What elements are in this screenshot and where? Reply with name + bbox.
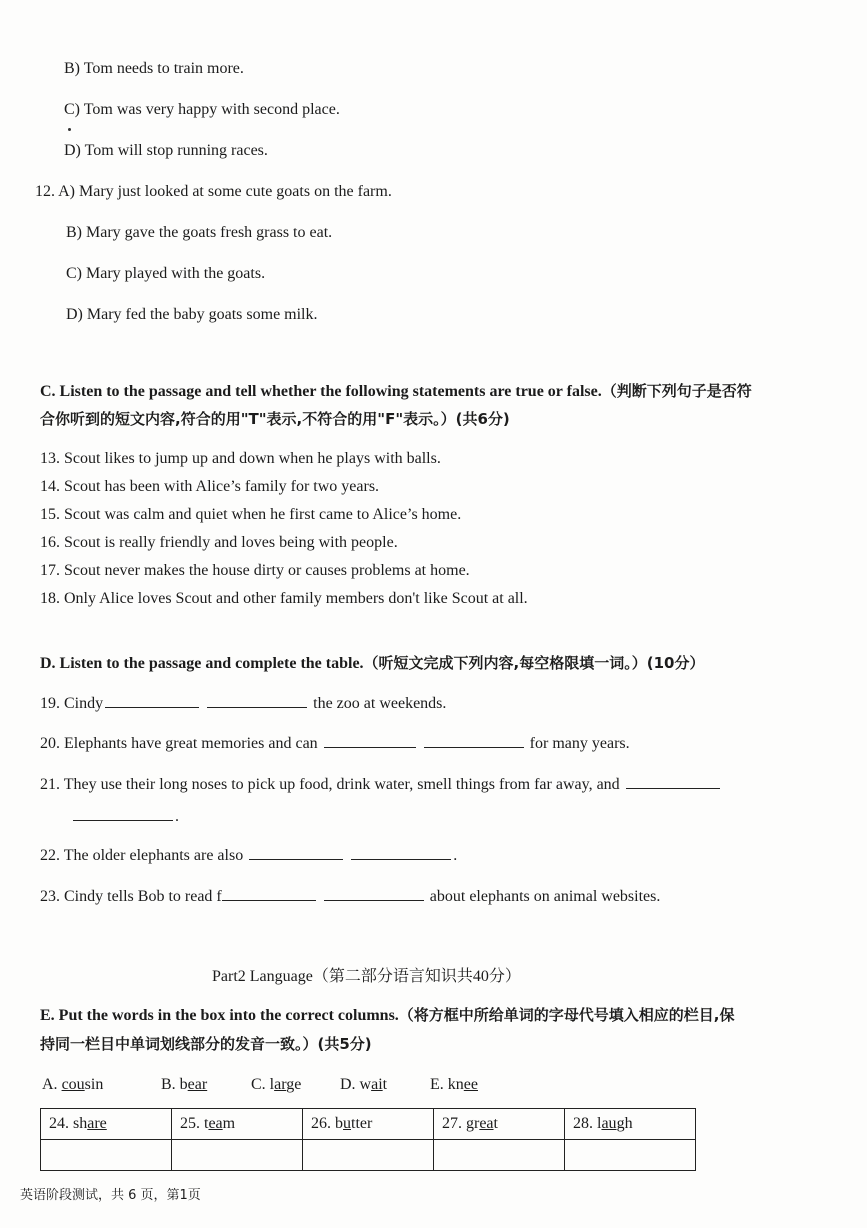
word-c-post: ge: [286, 1076, 302, 1093]
statement-15: 15. Scout was calm and quiet when he first came to Alice’s home.: [40, 506, 462, 523]
statement-13: 13. Scout likes to jump up and down when he plays with balls.: [40, 450, 441, 467]
answer-cell-25[interactable]: [172, 1140, 303, 1171]
part2-title: Part2 Language（第二部分语言知识共40分）: [212, 968, 521, 985]
q22-blank-1[interactable]: [249, 845, 343, 860]
q21-blank-1[interactable]: [626, 774, 720, 789]
word-a-underlined: cou: [61, 1076, 85, 1093]
q20-text: 20. Elephants have great memories and can: [40, 735, 318, 752]
q19-blank-2[interactable]: [207, 693, 307, 708]
q23-text: 23. Cindy tells Bob to read f: [40, 888, 222, 905]
word-option-b: [161, 1076, 207, 1094]
q23: [40, 886, 660, 906]
q22-blank-2[interactable]: [351, 845, 451, 860]
col-25-num: 25.: [180, 1115, 204, 1132]
answer-cell-24[interactable]: [41, 1140, 172, 1171]
col-27-underlined: ea: [479, 1115, 494, 1132]
col-27-num: 27.: [442, 1115, 466, 1132]
col-27-pre: gr: [466, 1115, 480, 1132]
q22-text: 22. The older elephants are also: [40, 847, 244, 864]
sound-columns-table: [40, 1108, 696, 1171]
col-27-post: t: [493, 1115, 498, 1132]
section-e-heading-cn-2: 持同一栏目中单词划线部分的发音一致。）(共5分): [40, 1035, 372, 1053]
col-28-pre: l: [597, 1115, 602, 1132]
word-d-pre: D. w: [340, 1076, 372, 1093]
q12-option-a: 12. A) Mary just looked at some cute goats on the farm.: [35, 183, 392, 200]
word-e-pre: E. kn: [430, 1076, 464, 1093]
column-24-header: [41, 1109, 172, 1140]
word-option-d: [340, 1076, 387, 1094]
col-26-underlined: u: [343, 1115, 351, 1132]
q21: [40, 774, 722, 794]
col-28-underlined: au: [601, 1115, 617, 1132]
table-header-row: [41, 1109, 696, 1140]
statement-18: 18. Only Alice loves Scout and other family members don't like Scout at all.: [40, 590, 528, 607]
column-25-header: [172, 1109, 303, 1140]
page-footer: 英语阶段测试，共 6 页，第1页: [20, 1188, 201, 1203]
section-c-heading-cn-2: 合你听到的短文内容,符合的用"T"表示,不符合的用"F"表示。）(共6分): [40, 410, 510, 428]
q20-blank-1[interactable]: [324, 733, 416, 748]
q19-text-end: the zoo at weekends.: [313, 695, 447, 712]
section-c-heading: [40, 380, 752, 401]
word-option-e: [430, 1076, 478, 1094]
q19-blank-1[interactable]: [105, 693, 199, 708]
word-option-a: [42, 1076, 103, 1094]
col-25-pre: t: [204, 1115, 209, 1132]
col-28-num: 28.: [573, 1115, 597, 1132]
q11-option-b: B) Tom needs to train more.: [64, 60, 244, 77]
section-e-heading: [40, 1004, 735, 1025]
q19-text: 19. Cindy: [40, 695, 104, 712]
word-b-underlined: ear: [187, 1076, 208, 1093]
section-d-heading-cn: （听短文完成下列内容,每空格限填一词。）(10分）: [363, 654, 705, 672]
col-26-pre: b: [335, 1115, 343, 1132]
q12-option-b: B) Mary gave the goats fresh grass to eat.: [66, 224, 333, 241]
q20-blank-2[interactable]: [424, 733, 524, 748]
word-a-pre: A.: [42, 1076, 62, 1093]
answer-cell-27[interactable]: [434, 1140, 565, 1171]
word-a-post: sin: [84, 1076, 104, 1093]
word-d-post: t: [382, 1076, 388, 1093]
section-e-heading-en: E. Put the words in the box into the correct columns.: [40, 1007, 399, 1024]
q20: [40, 733, 630, 753]
q21-blank-2[interactable]: [73, 806, 173, 821]
col-25-underlined: ea: [208, 1115, 223, 1132]
section-d-heading: [40, 652, 704, 673]
col-24-pre: sh: [73, 1115, 88, 1132]
col-26-num: 26.: [311, 1115, 335, 1132]
q22-text-end: .: [453, 847, 458, 864]
q12-option-c: C) Mary played with the goats.: [66, 265, 266, 282]
q21-text-end: .: [175, 808, 179, 825]
q11-option-d: D) Tom will stop running races.: [64, 142, 268, 159]
column-28-header: [565, 1109, 696, 1140]
answer-cell-26[interactable]: [303, 1140, 434, 1171]
col-24-underlined: are: [87, 1115, 107, 1132]
q23-text-end: about elephants on animal websites.: [429, 888, 661, 905]
q23-blank-2[interactable]: [324, 886, 424, 901]
column-26-header: [303, 1109, 434, 1140]
section-c-heading-en: C. Listen to the passage and tell whether the following statements are true or false.: [40, 383, 602, 400]
answer-cell-28[interactable]: [565, 1140, 696, 1171]
col-25-post: m: [222, 1115, 236, 1132]
q11-option-c: C) Tom was very happy with second place.: [64, 101, 340, 118]
word-option-c: [251, 1076, 301, 1094]
stray-dot: [68, 128, 71, 131]
word-e-underlined: ee: [463, 1076, 478, 1093]
statement-17: 17. Scout never makes the house dirty or causes problems at home.: [40, 562, 470, 579]
section-d-heading-en: D. Listen to the passage and complete the table.: [40, 655, 364, 672]
q23-blank-1[interactable]: [222, 886, 316, 901]
section-e-heading-cn: （将方框中所给单词的字母代号填入相应的栏目,保: [398, 1006, 735, 1024]
col-28-post: gh: [616, 1115, 633, 1132]
table-answer-row: [41, 1140, 696, 1171]
word-c-underlined: ar: [274, 1076, 287, 1093]
word-d-underlined: ai: [371, 1076, 383, 1093]
q22: [40, 845, 457, 865]
statement-14: 14. Scout has been with Alice’s family for two years.: [40, 478, 380, 495]
column-27-header: [434, 1109, 565, 1140]
q21-line-2: [73, 806, 179, 826]
q12-option-d: D) Mary fed the baby goats some milk.: [66, 306, 318, 323]
word-c-pre: C. l: [251, 1076, 275, 1093]
word-b-pre: B. b: [161, 1076, 188, 1093]
q20-text-end: for many years.: [529, 735, 630, 752]
section-c-heading-cn: （判断下列句子是否符: [601, 382, 752, 400]
col-26-post: tter: [351, 1115, 373, 1132]
statement-16: 16. Scout is really friendly and loves being with people.: [40, 534, 398, 551]
col-24-num: 24.: [49, 1115, 73, 1132]
q19: [40, 693, 446, 713]
q21-text: 21. They use their long noses to pick up food, drink water, smell things from far away, and: [40, 776, 620, 793]
